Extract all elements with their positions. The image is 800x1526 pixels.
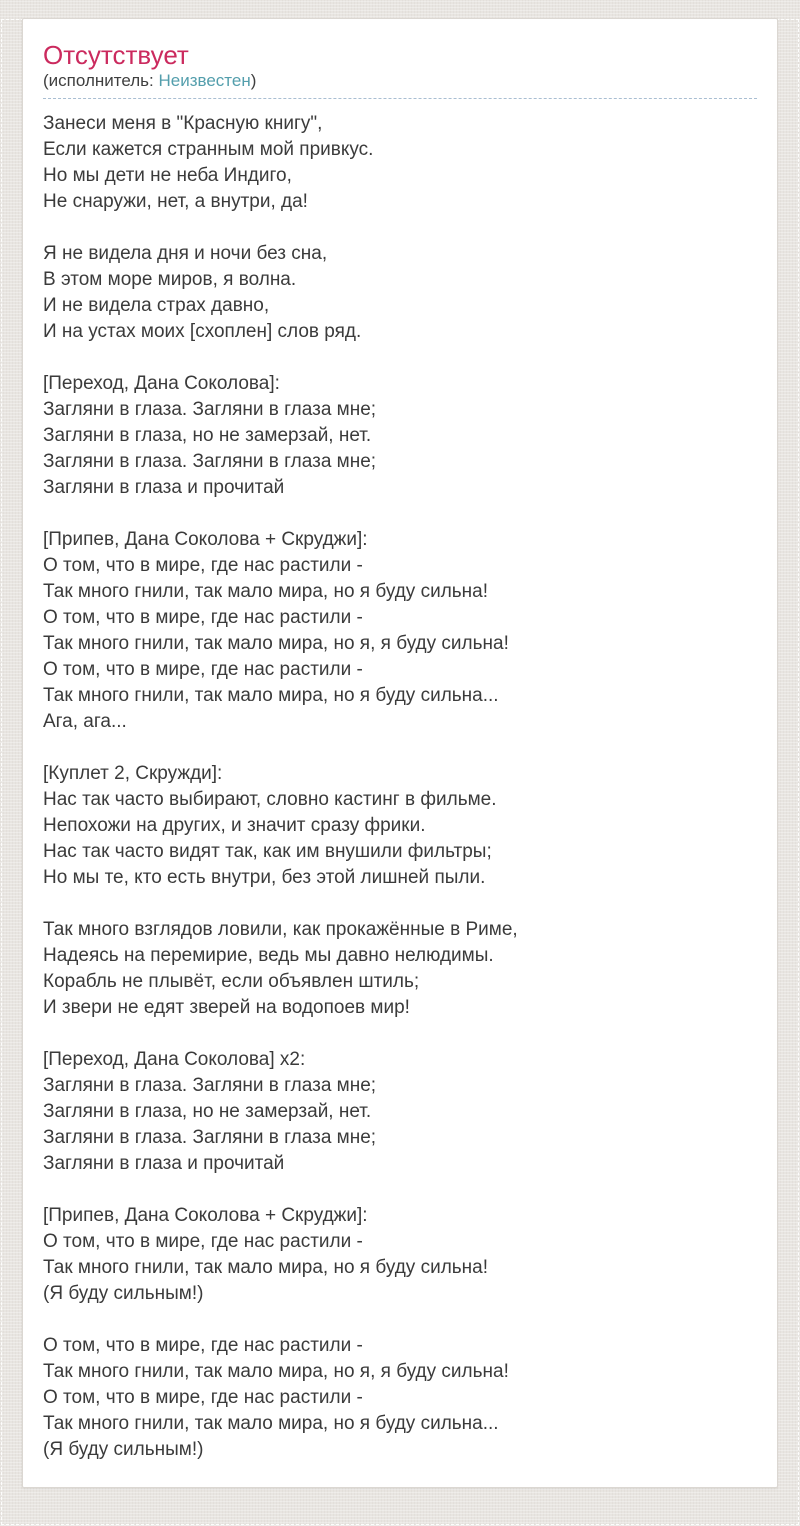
lyric-line: Занеси меня в "Красную книгу", <box>43 113 323 134</box>
lyric-line: О том, что в мире, где нас растили - <box>43 659 363 680</box>
song-header <box>43 41 757 99</box>
lyric-line: [Переход, Дана Соколова]: <box>43 373 280 394</box>
lyric-line: (Я буду сильным!) <box>43 1439 204 1460</box>
lyric-line: Но мы те, кто есть внутри, без этой лишней пыли. <box>43 867 486 888</box>
lyric-line: Загляни в глаза, но не замерзай, нет. <box>43 1101 372 1122</box>
lyric-line: [Припев, Дана Соколова + Скруджи]: <box>43 529 368 550</box>
lyric-line: Непохожи на других, и значит сразу фрики. <box>43 815 426 836</box>
lyric-line: Но мы дети не неба Индиго, <box>43 165 292 186</box>
lyric-line: Загляни в глаза. Загляни в глаза мне; <box>43 451 377 472</box>
lyric-line: О том, что в мире, где нас растили - <box>43 607 363 628</box>
lyric-line: Нас так часто видят так, как им внушили фильтры; <box>43 841 492 862</box>
lyric-line: Так много гнили, так мало мира, но я буду сильна! <box>43 1257 489 1278</box>
lyric-stanza <box>43 1203 757 1307</box>
lyric-line: Так много гнили, так мало мира, но я, я буду сильна! <box>43 1361 509 1382</box>
lyric-line: О том, что в мире, где нас растили - <box>43 1387 363 1408</box>
lyric-line: Корабль не плывёт, если объявлен штиль; <box>43 971 420 992</box>
lyric-line: И на устах моих [схоплен] слов ряд. <box>43 321 362 342</box>
lyric-stanza <box>43 527 757 735</box>
lyric-line: Не снаружи, нет, а внутри, да! <box>43 191 308 212</box>
lyric-line: О том, что в мире, где нас растили - <box>43 1231 363 1252</box>
lyric-stanza <box>43 371 757 501</box>
lyric-line: О том, что в мире, где нас растили - <box>43 1335 363 1356</box>
lyrics-card <box>22 18 778 1488</box>
lyric-line: Так много гнили, так мало мира, но я буду сильна... <box>43 685 499 706</box>
lyric-stanza <box>43 111 757 215</box>
lyric-stanza <box>43 761 757 891</box>
lyric-line: Загляни в глаза и прочитай <box>43 1153 285 1174</box>
lyric-line: Так много взглядов ловили, как прокажённые в Риме, <box>43 919 518 940</box>
artist-suffix: ) <box>250 71 257 90</box>
lyric-line: Ага, ага... <box>43 711 127 732</box>
artist-prefix: (исполнитель: <box>43 71 159 90</box>
lyric-line: [Переход, Дана Соколова] x2: <box>43 1049 306 1070</box>
lyric-line: Нас так часто выбирают, словно кастинг в фильме. <box>43 789 497 810</box>
lyric-line: Загляни в глаза, но не замерзай, нет. <box>43 425 372 446</box>
lyric-line: Так много гнили, так мало мира, но я, я буду сильна! <box>43 633 509 654</box>
lyric-line: [Припев, Дана Соколова + Скруджи]: <box>43 1205 368 1226</box>
lyric-line: Если кажется странным мой привкус. <box>43 139 374 160</box>
lyric-stanza <box>43 917 757 1021</box>
artist-line <box>43 71 757 91</box>
lyric-line: О том, что в мире, где нас растили - <box>43 555 363 576</box>
lyric-line: Так много гнили, так мало мира, но я буду сильна... <box>43 1413 499 1434</box>
lyric-line: Загляни в глаза. Загляни в глаза мне; <box>43 1075 377 1096</box>
lyric-line: Я не видела дня и ночи без сна, <box>43 243 328 264</box>
lyric-line: В этом море миров, я волна. <box>43 269 297 290</box>
lyric-line: Так много гнили, так мало мира, но я буду сильна! <box>43 581 489 602</box>
lyrics <box>43 111 757 1463</box>
lyric-line: И звери не едят зверей на водопоев мир! <box>43 997 410 1018</box>
lyric-line: (Я буду сильным!) <box>43 1283 204 1304</box>
lyric-line: Загляни в глаза. Загляни в глаза мне; <box>43 1127 377 1148</box>
page <box>0 18 800 1526</box>
lyric-stanza <box>43 1047 757 1177</box>
song-title: Отсутствует <box>43 40 189 70</box>
lyric-line: Надеясь на перемирие, ведь мы давно нелюдимы. <box>43 945 494 966</box>
lyric-line: Загляни в глаза и прочитай <box>43 477 285 498</box>
lyric-stanza <box>43 1333 757 1463</box>
lyric-line: Загляни в глаза. Загляни в глаза мне; <box>43 399 377 420</box>
lyric-line: И не видела страх давно, <box>43 295 270 316</box>
lyric-line: [Куплет 2, Скружди]: <box>43 763 223 784</box>
lyric-stanza <box>43 241 757 345</box>
artist-link[interactable]: Неизвестен <box>158 71 251 90</box>
